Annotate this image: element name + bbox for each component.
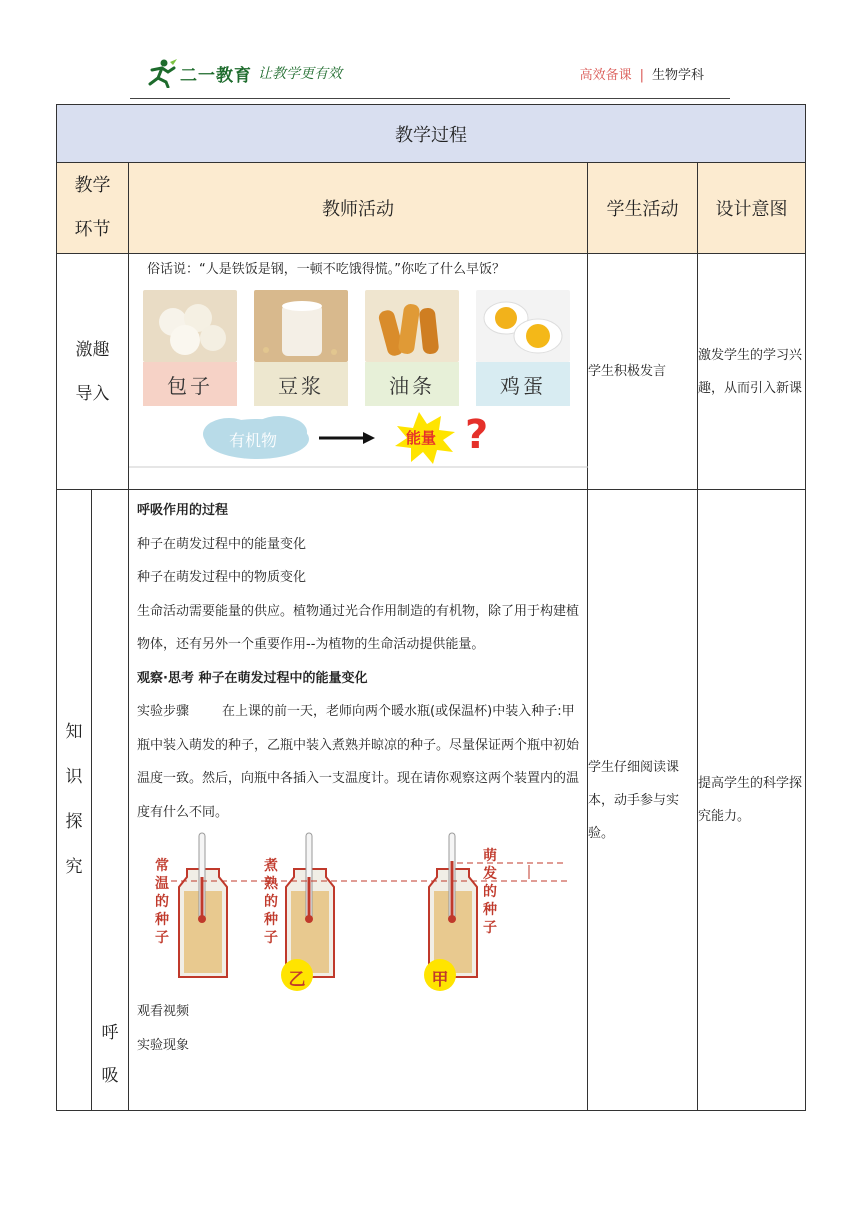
label-germinating-seeds: 萌发的种子 bbox=[483, 848, 497, 936]
food-youtiao bbox=[365, 290, 459, 406]
header-separator: | bbox=[639, 68, 644, 83]
logo-text: 二一教育 bbox=[180, 65, 252, 86]
explore-footer bbox=[129, 995, 587, 1062]
youtiao-image bbox=[365, 290, 459, 362]
food-label: 豆浆 bbox=[254, 362, 348, 406]
stage-sub-respiration: 呼 吸 bbox=[92, 490, 129, 1111]
matter-change-line: 种子在萌发过程中的物质变化 bbox=[137, 570, 307, 585]
baozi-image bbox=[143, 290, 237, 362]
label-cooked-seeds: 煮熟的种子 bbox=[264, 858, 278, 946]
runner-logo-icon bbox=[144, 58, 178, 88]
food-images bbox=[129, 280, 587, 406]
organic-matter-label: 有机物 bbox=[229, 431, 278, 450]
teaching-process-table bbox=[56, 104, 806, 1111]
stage-explore: 知 识 探 究 bbox=[57, 490, 92, 1111]
food-doujiang bbox=[254, 290, 348, 406]
col-teacher-header: 教师活动 bbox=[129, 163, 588, 254]
energy-change-line: 种子在萌发过程中的能量变化 bbox=[137, 536, 307, 552]
badge-yi: 乙 bbox=[288, 970, 306, 990]
food-label: 鸡蛋 bbox=[476, 362, 570, 406]
explore-design: 提高学生的科学探究能力。 bbox=[698, 490, 806, 1111]
intro-text: 俗话说：“人是铁饭是钢，一顿不吃饿得慌。”你吃了什么早饭？ bbox=[147, 262, 505, 277]
header-subject bbox=[580, 64, 704, 83]
header-subject-label: 生物学科 bbox=[651, 68, 704, 83]
thermos-left bbox=[179, 833, 227, 977]
experiment-steps: 实验步骤 在上课的前一天，老师向两个暖水瓶(或保温杯)中装入种子:甲瓶中装入萌发的种子，乙瓶中装入煮熟并晾凉的种子。尽量保证两个瓶中初始温度一致。然后，向瓶中各插入一支温度计。现在请你观察这两个装置内的温度有什么不同。 bbox=[137, 704, 580, 820]
food-label: 包子 bbox=[143, 362, 237, 406]
slogan: 让教学更有效 bbox=[258, 66, 342, 82]
energy-flow-diagram bbox=[129, 406, 587, 468]
badge-jia: 甲 bbox=[431, 970, 449, 990]
thermos-diagram bbox=[137, 829, 587, 995]
header-tag: 高效备课 bbox=[579, 68, 632, 83]
explore-teacher-cell bbox=[129, 490, 588, 1111]
table-title: 教学过程 bbox=[57, 105, 806, 163]
egg-image bbox=[476, 290, 570, 362]
explore-content bbox=[129, 490, 587, 829]
thermos-right bbox=[429, 833, 477, 977]
doujiang-image bbox=[254, 290, 348, 362]
logo bbox=[144, 58, 342, 88]
intro-student: 学生积极发言 bbox=[588, 254, 698, 490]
col-design-header: 设计意图 bbox=[698, 163, 806, 254]
page-header bbox=[130, 52, 730, 99]
flow-graphic bbox=[129, 406, 588, 468]
stage-intro: 激趣 导入 bbox=[57, 254, 129, 490]
energy-label: 能量 bbox=[406, 429, 437, 447]
food-egg bbox=[476, 290, 570, 406]
food-baozi bbox=[143, 290, 237, 406]
intro-design: 激发学生的学习兴趣，从而引入新课 bbox=[698, 254, 806, 490]
food-label: 油条 bbox=[365, 362, 459, 406]
watch-video-line: 观看视频 bbox=[137, 1004, 190, 1019]
col-stage-header: 教学 环节 bbox=[57, 163, 129, 254]
label-room-temp-seeds: 常温的种子 bbox=[155, 858, 169, 946]
question-mark: ? bbox=[465, 412, 489, 458]
explore-student: 学生仔细阅读课本，动手参与实验。 bbox=[588, 490, 698, 1111]
intro-teacher-cell bbox=[129, 254, 588, 490]
phenomenon-line: 实验现象 bbox=[137, 1037, 190, 1053]
heading-respiration: 呼吸作用的过程 bbox=[137, 503, 229, 518]
heading-observe: 观察·思考 种子在萌发过程中的能量变化 bbox=[137, 670, 368, 686]
energy-paragraph: 生命活动需要能量的供应。植物通过光合作用制造的有机物，除了用于构建植物体，还有另外一个重要作用--为植物的生命活动提供能量。 bbox=[137, 603, 580, 652]
col-student-header: 学生活动 bbox=[588, 163, 698, 254]
thermos-middle bbox=[286, 833, 334, 977]
